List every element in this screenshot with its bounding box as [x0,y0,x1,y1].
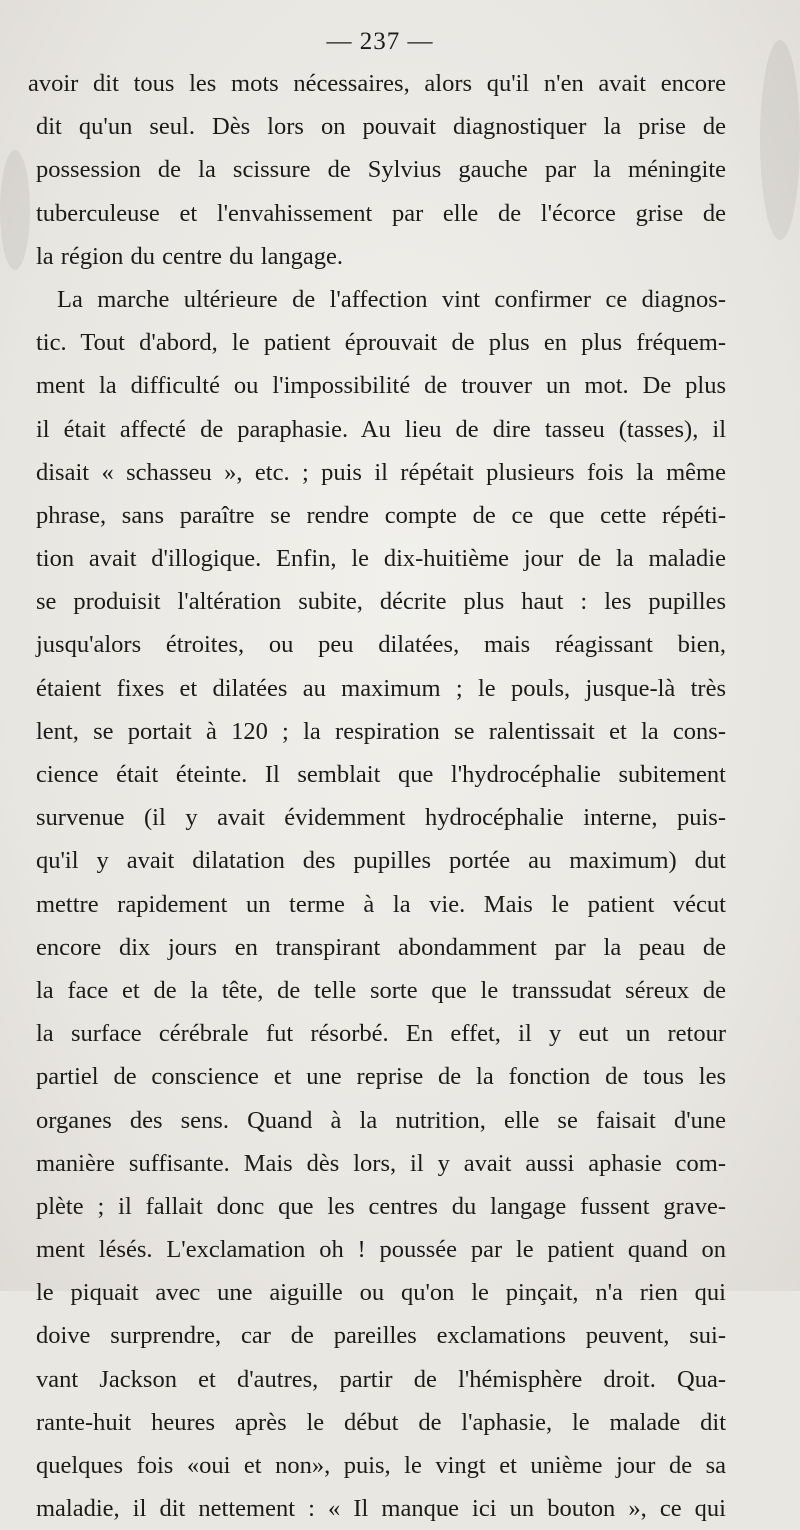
text-line: mettre rapidement un terme à la vie. Mais le patient vécut [36,890,726,918]
text-line: possession de la scissure de Sylvius gauche par la méningite [36,156,726,184]
text-line: tion avait d'illogique. Enfin, le dix-huitième jour de la maladie [36,545,726,573]
text-line: plète ; il fallait donc que les centres du langage fussent grave- [36,1192,726,1220]
text-line: jusqu'alors étroites, ou peu dilatées, mais réagissant bien, [36,631,726,659]
text-line: La marche ultérieure de l'affection vint confirmer ce diagnos- [57,285,726,313]
text-line: la région du centre du langage. [36,242,344,270]
text-line: la face et de la tête, de telle sorte que le transsudat séreux de [36,976,726,1004]
text-line: tic. Tout d'abord, le patient éprouvait de plus en plus fréquem- [36,329,726,357]
text-line: organes des sens. Quand à la nutrition, elle se faisait d'une [36,1106,726,1134]
page-number: — 237 — [326,28,434,55]
text-line: le piquait avec une aiguille ou qu'on le pinçait, n'a rien qui [36,1279,726,1307]
text-line: tuberculeuse et l'envahissement par elle de l'écorce grise de [36,199,726,227]
text-line: avoir dit tous les mots nécessaires, alors qu'il n'en avait encore [28,70,726,97]
text-line: dit qu'un seul. Dès lors on pouvait diagnostiquer la prise de [36,113,726,141]
text-line: encore dix jours en transpirant abondamment par la peau de [36,933,726,961]
text-line: disait « schasseu », etc. ; puis il répétait plusieurs fois la même [36,458,726,486]
text-line: cience était éteinte. Il semblait que l'hydrocéphalie subitement [36,761,726,788]
text-line: quelques fois «oui et non», puis, le vingt et unième jour de sa [36,1452,726,1479]
text-line: ment la difficulté ou l'impossibilité de trouver un mot. De plus [36,372,726,400]
text-line: survenue (il y avait évidemment hydrocéphalie interne, puis- [36,804,726,832]
text-line: se produisit l'altération subite, décrite plus haut : les pupilles [36,588,726,616]
text-line: il était affecté de paraphasie. Au lieu de dire tasseu (tasses), il [36,415,726,443]
text-line: manière suffisante. Mais dès lors, il y avait aussi aphasie com- [36,1149,726,1177]
text-line: phrase, sans paraître se rendre compte de ce que cette répéti- [36,501,726,529]
paper-stain [760,40,800,240]
text-line: rante-huit heures après le début de l'aphasie, le malade dit [36,1408,726,1436]
text-line: lent, se portait à 120 ; la respiration se ralentissait et la cons- [36,717,726,745]
text-line: maladie, il dit nettement : « Il manque ici un bouton », ce qui [36,1495,726,1523]
body-text [28,62,726,1530]
text-line: vant Jackson et d'autres, partir de l'hémisphère droit. Qua- [36,1365,726,1393]
text-line: doive surprendre, car de pareilles exclamations peuvent, sui- [36,1322,726,1350]
text-line: la surface cérébrale fut résorbé. En effet, il y eut un retour [36,1020,726,1048]
text-line: partiel de conscience et une reprise de la fonction de tous les [36,1063,726,1091]
text-line: étaient fixes et dilatées au maximum ; le pouls, jusque-là très [36,674,726,702]
text-line: ment lésés. L'exclamation oh ! poussée par le patient quand on [36,1236,726,1264]
paper-stain [0,150,30,270]
text-line: qu'il y avait dilatation des pupilles portée au maximum) dut [36,847,726,875]
